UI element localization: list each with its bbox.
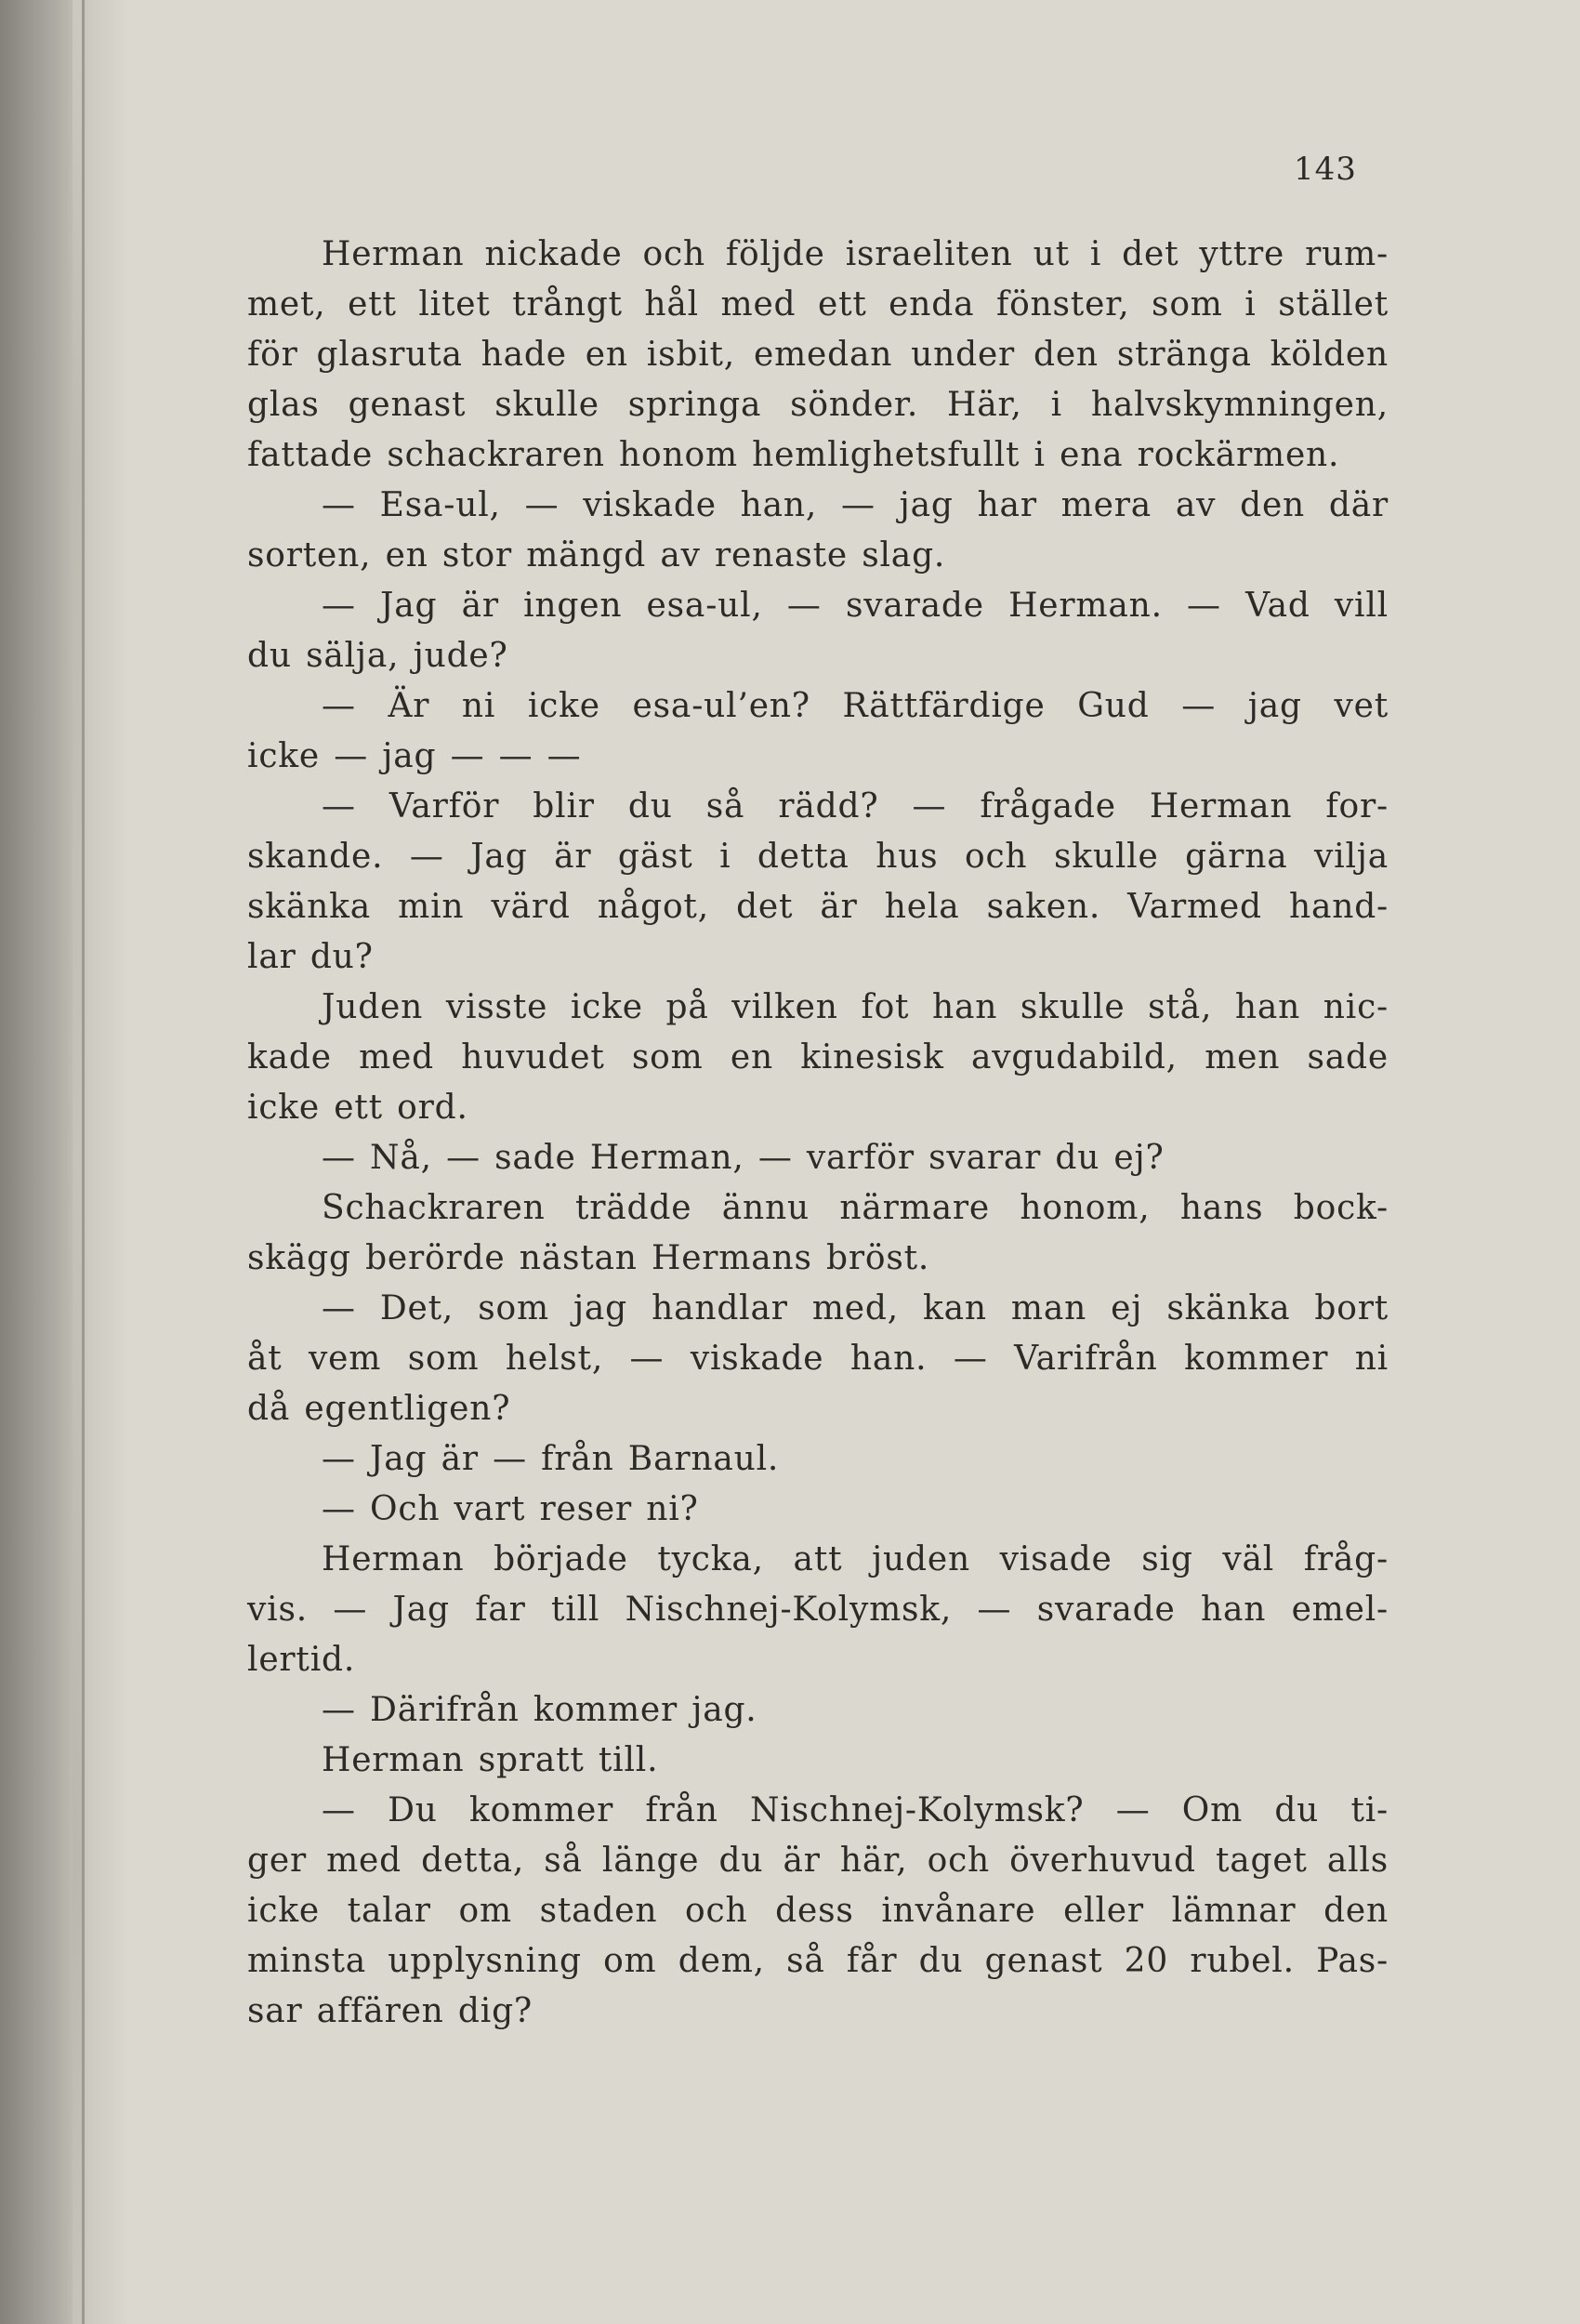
text-line: — Varför blir du så rädd? — frågade Herman for- — [322, 787, 1389, 825]
text-line: lar du? — [247, 938, 374, 976]
text-line: åt vem som helst, — viskade han. — Varifrån kommer ni — [247, 1340, 1389, 1378]
text-line: vis. — Jag far till Nischnej-Kolymsk, — svarade han emel- — [247, 1591, 1389, 1629]
text-line: fattade schackraren honom hemlighetsfullt i ena rockärmen. — [247, 436, 1340, 474]
spine-line — [82, 0, 85, 2324]
text-line: — Nå, — sade Herman, — varför svarar du ej? — [322, 1139, 1165, 1177]
text-line: ger med detta, så länge du är här, och överhuvud taget alls — [247, 1842, 1389, 1880]
text-line: Herman spratt till. — [322, 1741, 659, 1779]
text-line: lertid. — [247, 1641, 356, 1679]
text-line: kade med huvudet som en kinesisk avgudabild, men sade — [247, 1038, 1389, 1076]
text-line: icke ett ord. — [247, 1089, 468, 1127]
text-line: icke talar om staden och dess invånare eller lämnar den — [247, 1892, 1389, 1930]
text-line: Herman började tycka, att juden visade sig väl fråg- — [322, 1540, 1389, 1578]
text-line: sar affären dig? — [247, 1992, 533, 2030]
text-line: — Jag är ingen esa-ul, — svarade Herman. — Vad vill — [322, 587, 1389, 625]
text-line: du sälja, jude? — [247, 637, 508, 675]
text-line: — Och vart reser ni? — [322, 1490, 699, 1528]
text-line: Schackraren trädde ännu närmare honom, hans bock- — [322, 1189, 1389, 1227]
text-line: — Esa-ul, — viskade han, — jag har mera av den där — [322, 486, 1389, 524]
text-line: minsta upplysning om dem, så får du genast 20 rubel. Pas- — [247, 1942, 1389, 1980]
text-line: skande. — Jag är gäst i detta hus och skulle gärna vilja — [247, 838, 1389, 876]
text-line: — Därifrån kommer jag. — [322, 1691, 757, 1729]
text-line: skägg berörde nästan Hermans bröst. — [247, 1239, 930, 1277]
text-line: met, ett litet trångt hål med ett enda fönster, som i stället — [247, 285, 1389, 324]
body-text — [247, 230, 1389, 2037]
text-line: Juden visste icke på vilken fot han skulle stå, han nic- — [322, 988, 1389, 1026]
text-line: — Är ni icke esa-ul’en? Rättfärdige Gud — jag vet — [322, 687, 1389, 725]
binding-edge — [72, 0, 82, 2324]
page-number: 143 — [1294, 151, 1357, 188]
text-line: glas genast skulle springa sönder. Här, i halvskymningen, — [247, 386, 1389, 424]
text-line: då egentligen? — [247, 1390, 511, 1428]
text-line: skänka min värd något, det är hela saken. Varmed hand- — [247, 888, 1389, 926]
text-line: Herman nickade och följde israeliten ut i det yttre rum- — [322, 235, 1389, 273]
text-line: för glasruta hade en isbit, emedan under den stränga kölden — [247, 336, 1389, 374]
text-line: — Jag är — från Barnaul. — [322, 1440, 780, 1478]
text-line: sorten, en stor mängd av renaste slag. — [247, 536, 946, 574]
text-line: icke — jag — — — — [247, 737, 582, 775]
text-line: — Det, som jag handlar med, kan man ej skänka bort — [322, 1289, 1389, 1327]
text-line: — Du kommer från Nischnej-Kolymsk? — Om du ti- — [322, 1791, 1389, 1829]
